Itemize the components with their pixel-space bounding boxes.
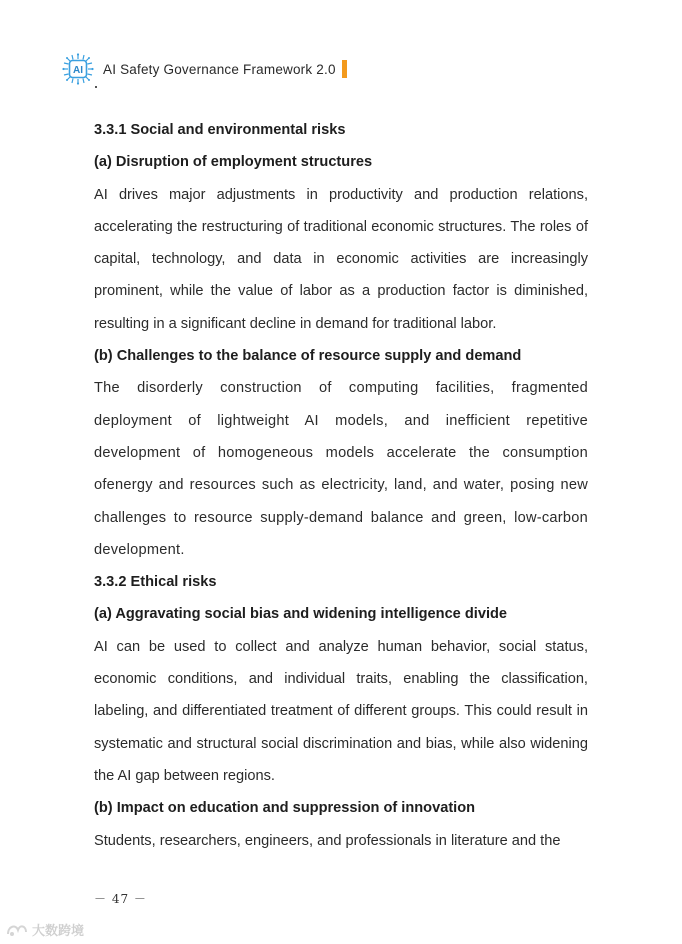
section-heading-3-3-1: 3.3.1 Social and environmental risks [94, 122, 346, 138]
paragraph-education: Students, researchers, engineers, and professionals in literature and the [94, 832, 561, 849]
svg-text:AI: AI [73, 65, 83, 76]
decorative-dot [95, 86, 97, 88]
paragraph-employment: AI drives major adjustments in productivity and production relations, accelerating the restructuring of traditional economic structures. The roles of capital, technology, and data in economic activities are increasingly prominent, while the value of labor as a production factor is diminished, resulting in a significant decline in demand for traditional labor. [94, 186, 588, 332]
document-body [94, 114, 588, 857]
paragraph-resources: The disorderly construction of computing facilities, fragmented deployment of lightweight AI models, and inefficient repetitive development of homogeneous models accelerate the consumption ofenergy and resources such as electricity, land, and water, posing new challenges to resource supply-demand balance and green, low-carbon development. [94, 380, 588, 558]
watermark [6, 920, 84, 939]
subsection-heading-social-bias: (a) Aggravating social bias and widening intelligence divide [94, 606, 508, 623]
document-title: AI Safety Governance Framework 2.0 [103, 61, 336, 77]
subsection-heading-employment: (a) Disruption of employment structures [94, 154, 373, 171]
watermark-logo-icon [6, 922, 28, 938]
paragraph-social-bias: AI can be used to collect and analyze human behavior, social status, economic conditions, and individual traits, enabling the classification, labeling, and differentiated treatment of different groups. This could result in systematic and structural social discrimination and bias, while also widening the AI gap between regions. [94, 638, 588, 784]
subsection-heading-resources: (b) Challenges to the balance of resource supply and demand [94, 348, 522, 365]
subsection-heading-education: (b) Impact on education and suppression of innovation [94, 800, 476, 817]
watermark-text: 大数跨境 [32, 923, 85, 938]
header-accent-bar [342, 60, 347, 78]
page-header [62, 52, 347, 86]
ai-chip-logo-icon [62, 53, 94, 85]
page-number: － 47 － [94, 892, 147, 906]
section-heading-3-3-2: 3.3.2 Ethical risks [94, 574, 217, 591]
